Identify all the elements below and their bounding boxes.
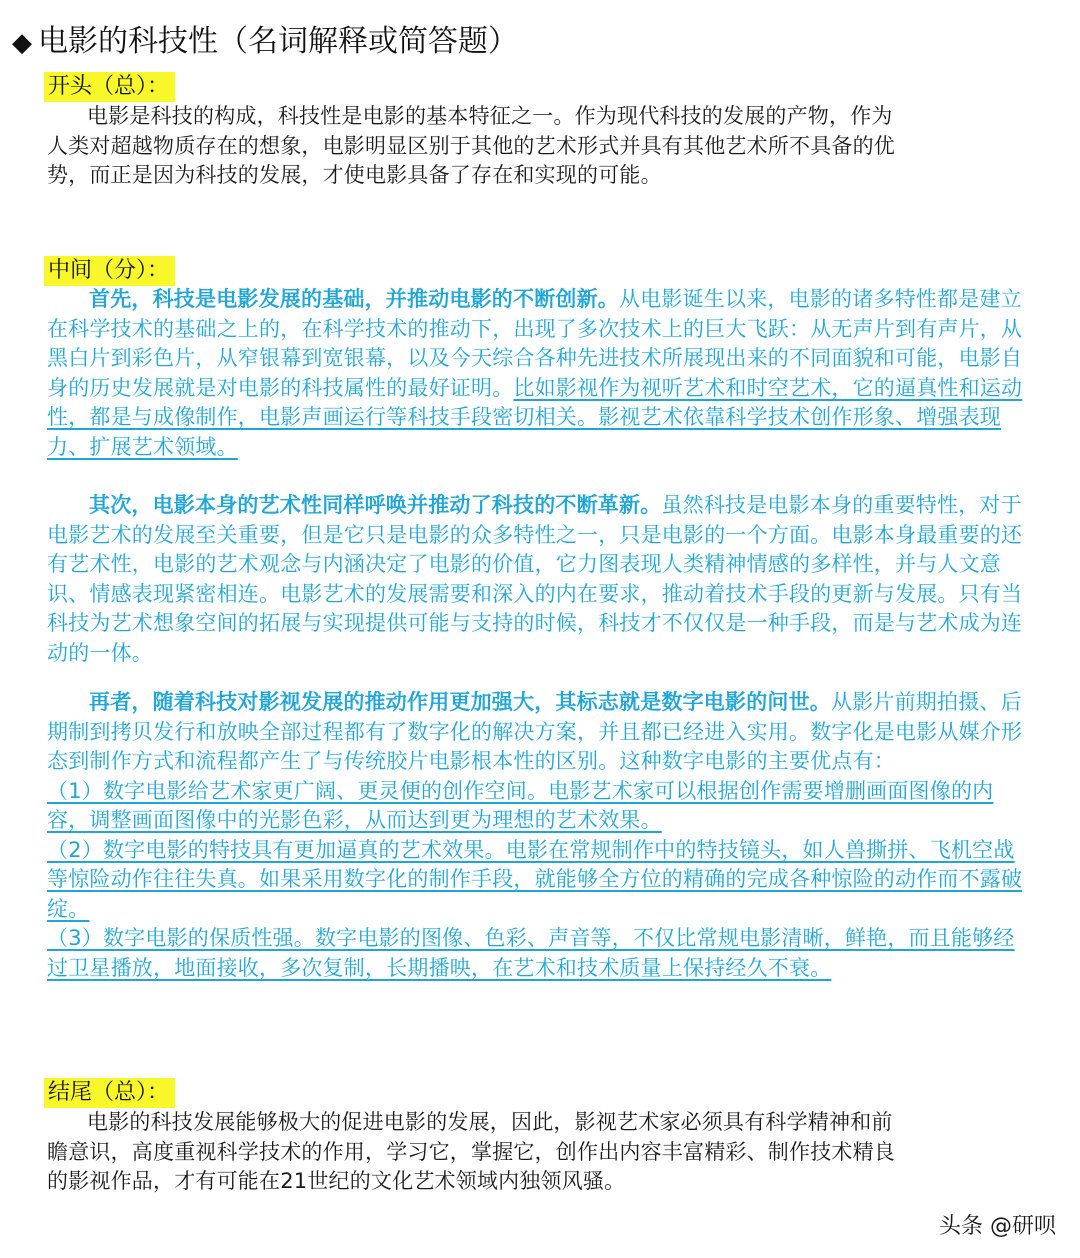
page-title-text: 电影的科技性（名词解释或简答题） [38, 24, 518, 59]
watermark-text: 头条 @研呗 [939, 1214, 1056, 1239]
intro-text: 电影是科技的构成，科技性是电影的基本特征之一。作为现代科技的发展的产物，作为人类对超越物质存在的想象，电影明显区别于其他的艺术形式并具有其他艺术所不具备的优势，而正是因为科技的发展，才使电影具备了存在和实现的可能。 [47, 104, 895, 187]
p2-text: 虽然科技是电影本身的重要特性，对于电影艺术的发展至关重要，但是它只是电影的众多特性之一，只是电影的一个方面。电影本身最重要的还有艺术性，电影的艺术观念与内涵决定了电影的价值，它力图表现人类精神情感的多样性，并与人文意识、情感表现紧密相连。电影艺术的发展需要和深入的内在要求，推动着技术手段的更新与发展。只有当科技为艺术想象空间的拓展与实现提供可能与支持的时候，科技才不仅仅是一种手段，而是与艺术成为连动的一体。 [47, 493, 1023, 665]
p3-list-item-1: （1）数字电影给艺术家更广阔、更灵便的创作空间。电影艺术家可以根据创作需要增删画面图像的内容，调整画面图像中的光影色彩，从而达到更为理想的艺术效果。 [47, 778, 994, 832]
page-title [12, 22, 518, 63]
intro-paragraph [47, 102, 907, 191]
end-text: 电影的科技发展能够极大的促进电影的发展，因此，影视艺术家必须具有科学精神和前瞻意识，高度重视科学技术的作用，学习它，掌握它，创作出内容丰富精彩、制作技术精良的影视作品，才有可能在21世纪的文化艺术领域内独领风骚。 [47, 1110, 895, 1193]
p1-bold-lead: 首先，科技是电影发展的基础，并推动电影的不断创新。 [89, 287, 619, 311]
p2-bold-lead: 其次，电影本身的艺术性同样呼唤并推动了科技的不断革新。 [89, 493, 662, 517]
end-paragraph [47, 1108, 907, 1197]
p1-text: 从电影诞生以来，电影的诸多特性都是建立在科学技术的基础之上的，在科学技术的推动下，出现了多次技术上的巨大飞跃：从无声片到有声片，从黑白片到彩色片，从窄银幕到宽银幕，以及今天综合各种先进技术所展现出来的不同面貌和可能，电影自身的历史发展就是对电影的科技属性的最好证明。 [47, 287, 1023, 400]
middle-label: 中间（分）： [44, 256, 175, 286]
p3-text: 从影片前期拍摄、后期制到拷贝发行和放映全部过程都有了数字化的解决方案，并且都已经进入实用。数字化是电影从媒介形态到制作方式和流程都产生了与传统胶片电影根本性的区别。这种数字电影的主要优点有： [47, 690, 1023, 773]
p3-list-item-3: （3）数字电影的保质性强。数字电影的图像、色彩、声音等，不仅比常规电影清晰，鲜艳，而且能够经过卫星播放，地面接收，多次复制，长期播映，在艺术和技术质量上保持经久不衰。 [47, 926, 1015, 980]
middle-paragraph-2 [47, 491, 1032, 668]
p3-list-item-2: （2）数字电影的特技具有更加逼真的艺术效果。电影在常规制作中的特技镜头，如人兽撕拼、飞机空战等惊险动作往往失真。如果采用数字化的制作手段，就能够全方位的精确的完成各种惊险的动作而不露破绽。 [47, 837, 1023, 921]
intro-label: 开头（总）： [44, 72, 175, 102]
middle-paragraph-3 [47, 688, 1032, 983]
diamond-bullet-icon: ◆ [12, 28, 32, 58]
end-label: 结尾（总）： [44, 1078, 175, 1108]
p3-bold-lead: 再者，随着科技对影视发展的推动作用更加强大，其标志就是数字电影的问世。 [89, 690, 831, 714]
middle-paragraph-1 [47, 285, 1032, 462]
p1-underlined-text: 比如影视作为视听艺术和时空艺术，它的逼真性和运动性，都是与成像制作，电影声画运行等科技手段密切相关。影视艺术依靠科学技术创作形象、增强表现力、扩展艺术领域。 [47, 375, 1023, 459]
